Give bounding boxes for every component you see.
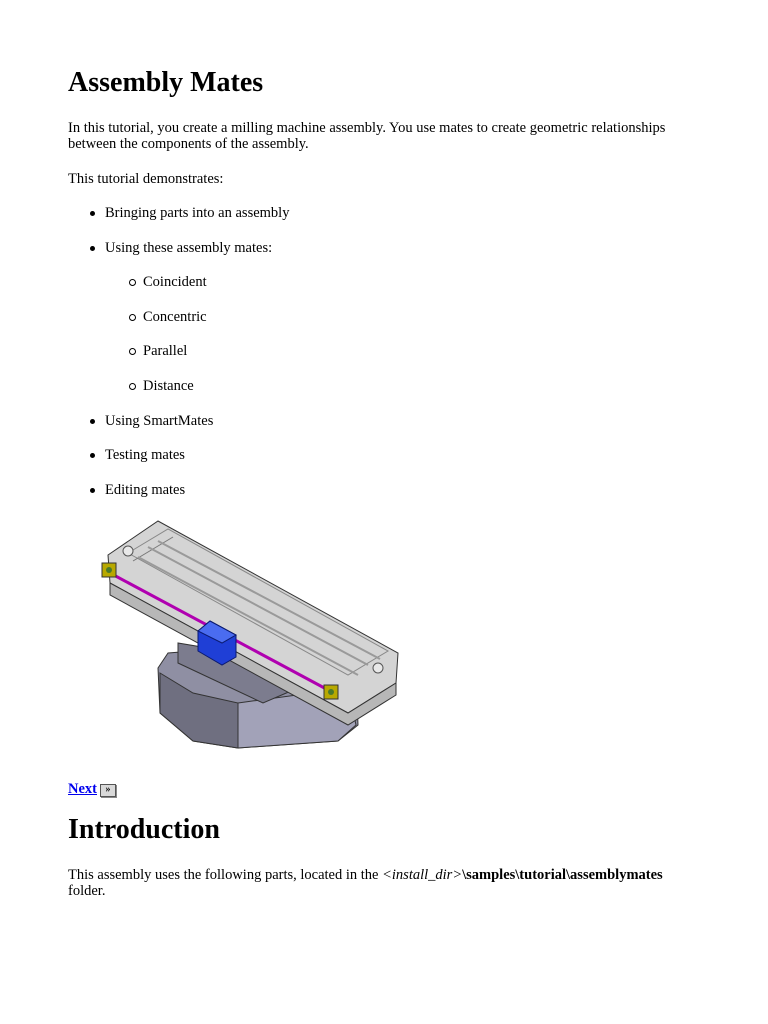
list-item	[68, 413, 708, 448]
tutorial-path: \samples\tutorial\assemblymates	[462, 867, 663, 883]
sublist-item-label: Concentric	[143, 308, 207, 325]
section-title-introduction: Introduction	[68, 814, 220, 845]
list-item	[68, 482, 708, 517]
list-item-label: Testing mates	[105, 447, 185, 464]
sublist-item-label: Parallel	[143, 343, 188, 360]
end-bracket-left	[102, 563, 116, 577]
next-link-label[interactable]: Next	[68, 781, 97, 797]
list-item-label: Using SmartMates	[105, 412, 214, 429]
hollow-bullet-icon	[129, 383, 136, 390]
parts-text-before: This assembly uses the following parts, located in the	[68, 867, 383, 883]
hollow-bullet-icon	[129, 314, 136, 321]
bullet-icon	[90, 246, 95, 251]
list-item	[68, 240, 708, 275]
intro-paragraph: In this tutorial, you create a milling machine assembly. You use mates to create geometric relationships between the components of the assembly.	[68, 120, 666, 152]
bullet-icon	[90, 453, 95, 458]
demonstrates-paragraph: This tutorial demonstrates:	[68, 171, 224, 187]
sublist-item	[68, 378, 708, 413]
topics-list	[68, 205, 708, 516]
install-dir-placeholder: <install_dir>	[382, 867, 463, 883]
sublist-item	[68, 309, 708, 344]
sublist-item-label: Distance	[143, 377, 194, 394]
milling-machine-assembly-image	[98, 513, 408, 761]
list-item	[68, 447, 708, 482]
list-item-label: Bringing parts into an assembly	[105, 205, 290, 221]
end-bracket-right	[324, 685, 338, 699]
double-chevron-right-icon[interactable]: »	[100, 784, 116, 797]
page-title: Assembly Mates	[68, 67, 264, 98]
bullet-icon	[90, 211, 95, 216]
list-item-label: Editing mates	[105, 481, 186, 498]
sublist-item-label: Coincident	[143, 274, 207, 291]
list-item-label: Using these assembly mates:	[105, 239, 273, 256]
parts-paragraph	[68, 867, 708, 899]
bullet-icon	[90, 419, 95, 424]
bullet-icon	[90, 488, 95, 493]
list-item	[68, 205, 708, 240]
sublist-item	[68, 274, 708, 309]
parts-text-after: folder.	[68, 883, 106, 899]
next-link[interactable]	[68, 781, 116, 798]
sublist-item	[68, 343, 708, 378]
hollow-bullet-icon	[129, 279, 136, 286]
hollow-bullet-icon	[129, 348, 136, 355]
